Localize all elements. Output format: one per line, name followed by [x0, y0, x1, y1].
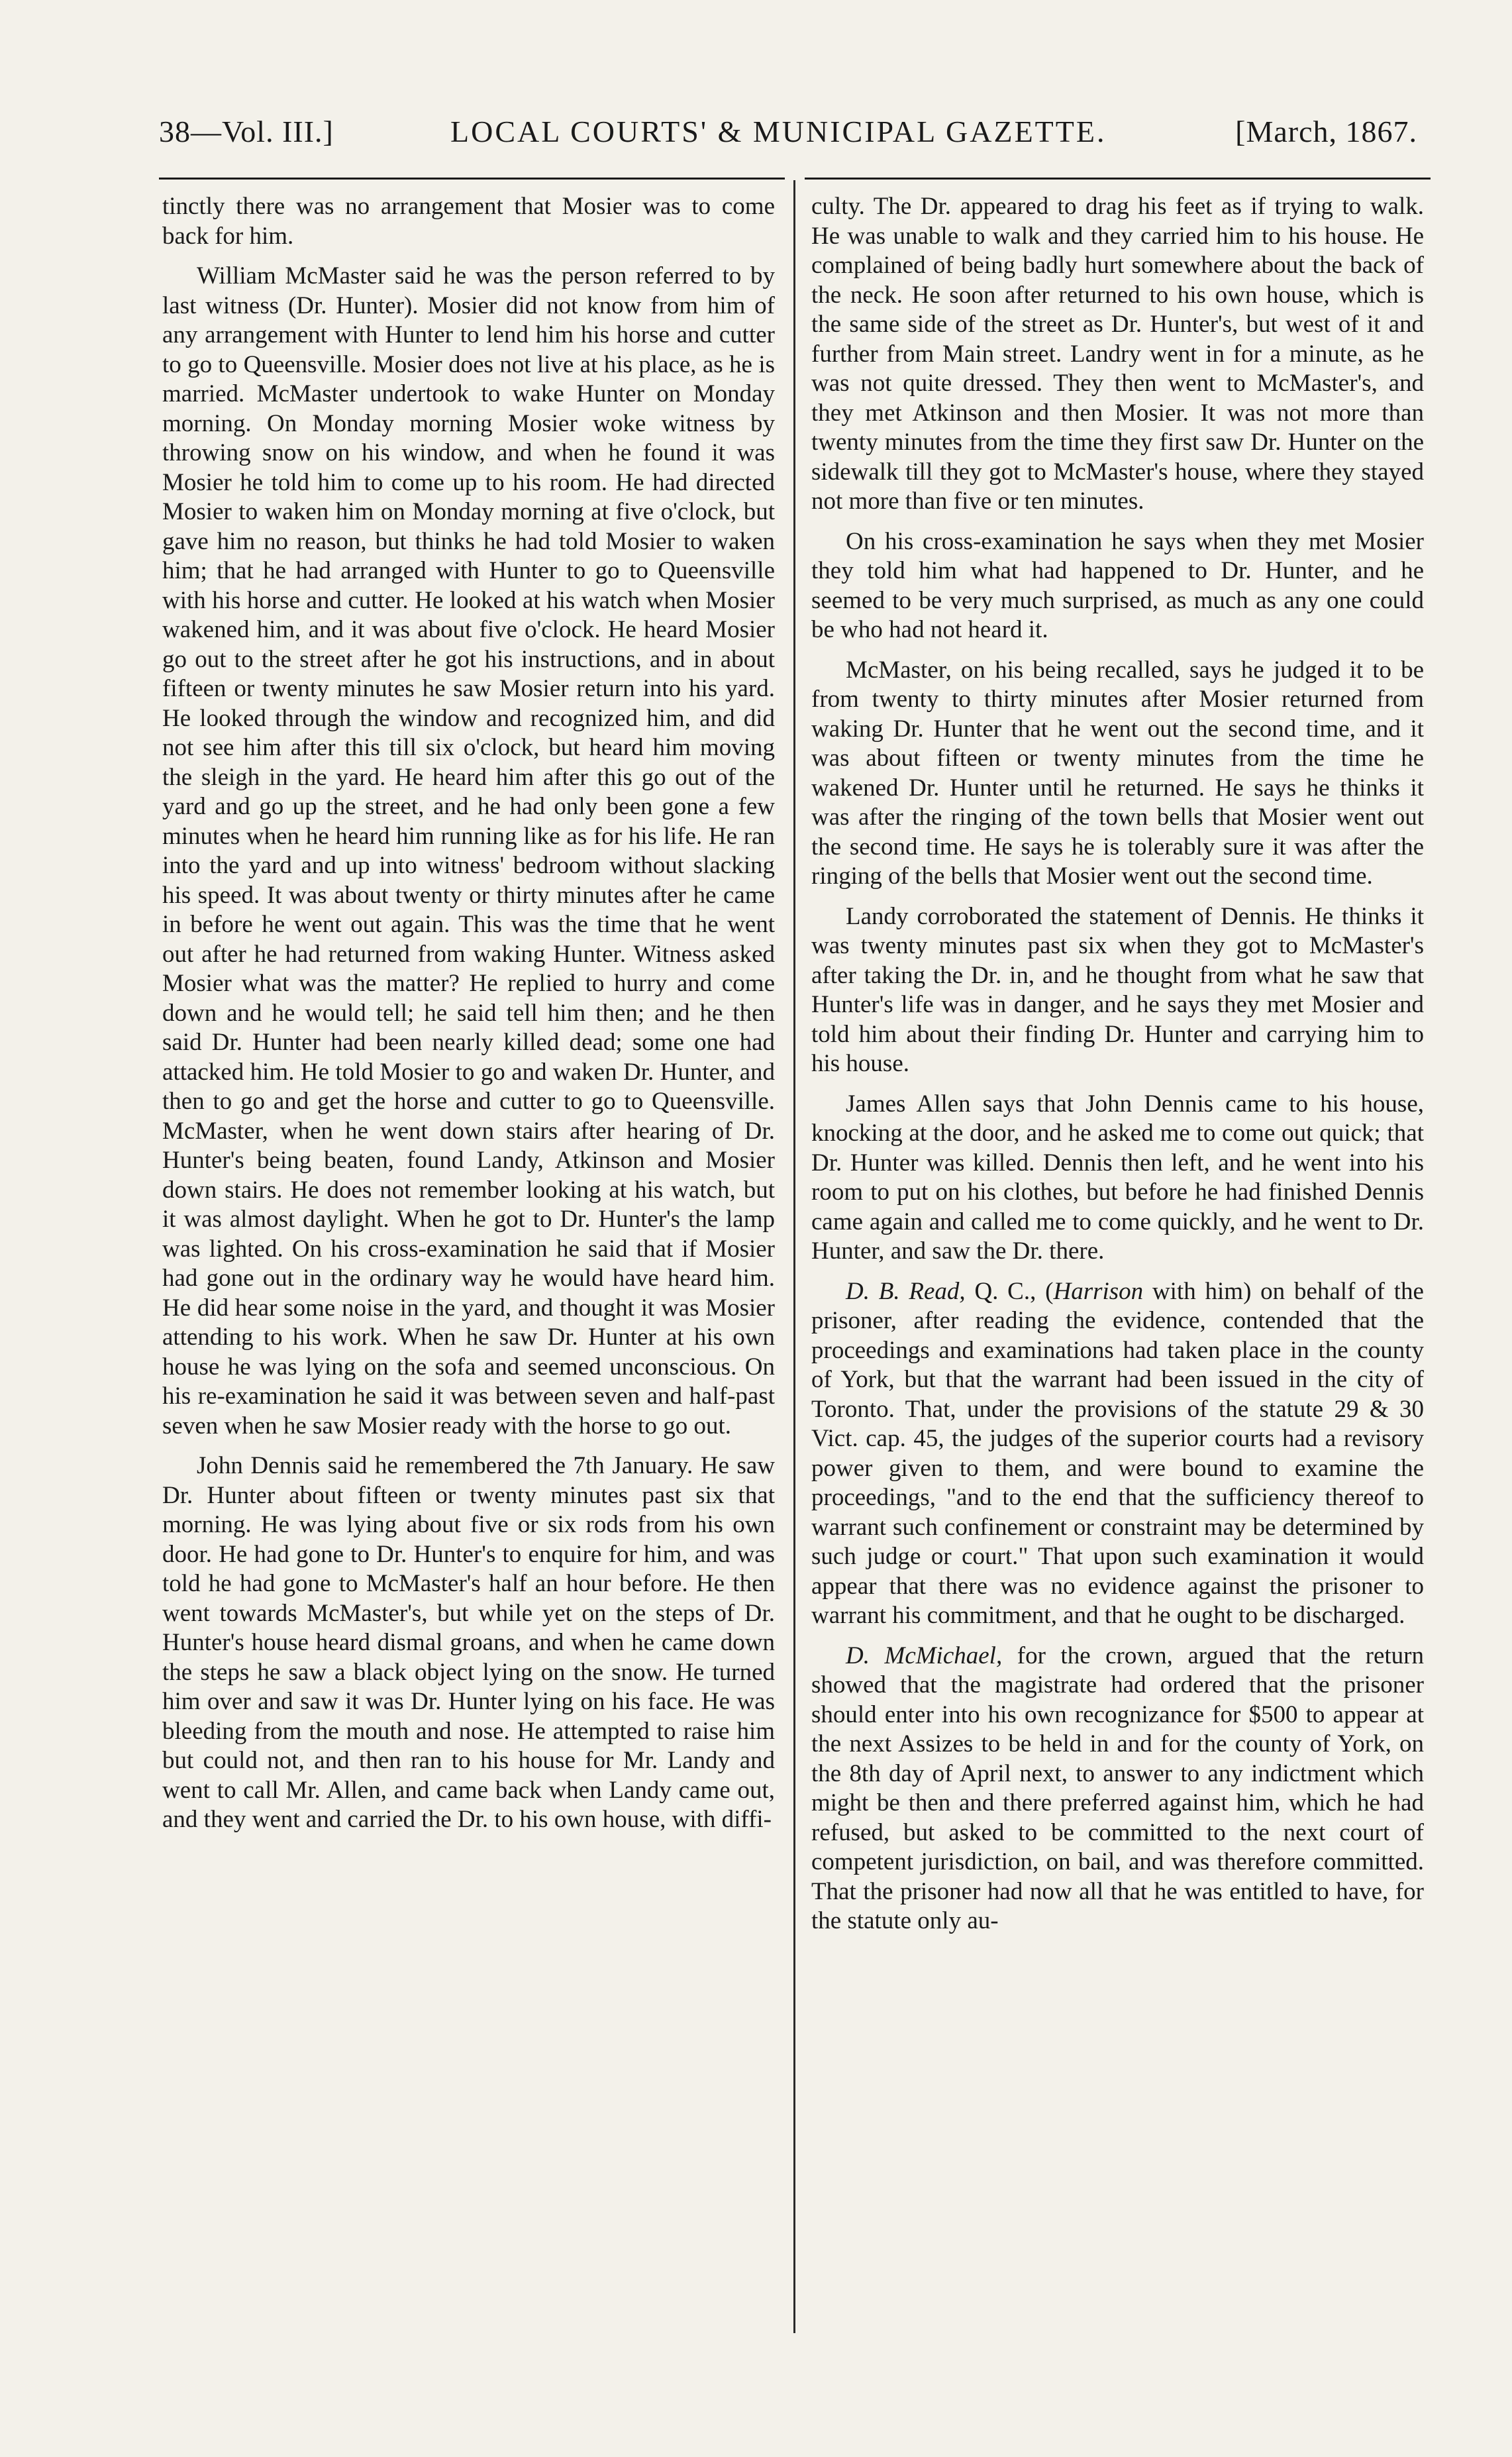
- paragraph: Landy corroborated the statement of Dennis. He thinks it was twenty minutes past six when they got to McMaster's after taking the Dr. in, and he thought from what he saw that Hunter's life was in danger, and he says they met Mosier and told him about their finding Dr. Hunter and carrying him to his house.: [811, 902, 1424, 1077]
- paragraph-text: Q. C., (: [974, 1277, 1054, 1305]
- page-volume: 38—Vol. III.]: [159, 115, 334, 148]
- paragraph: tinctly there was no arrangement that Mosier was to come back for him.: [162, 193, 775, 250]
- issue-date: [March, 1867.: [1235, 115, 1417, 148]
- header-rule-left: [159, 178, 785, 180]
- paragraph: James Allen says that John Dennis came to his house, knocking at the door, and he asked me to come out quick; that Dr. Hunter was killed. Dennis then left, and he went into his room to put on his clothes, but before he had finished Dennis came again and called me to come quickly, and he went to Dr. Hunter, and saw the Dr. there.: [811, 1090, 1424, 1265]
- paragraph: culty. The Dr. appeared to drag his feet as if trying to walk. He was unable to walk and they carried him to his house. He complained of being badly hurt somewhere about the back of the neck. He soon after returned to his own house, which is the same side of the street as Dr. Hunter's, but west of it and further from Main street. Landry went in for a minute, as he was not quite dressed. They then went to McMaster's, and they met Atkinson and then Mosier. It was not more than twenty minutes from the time they first saw Dr. Hunter on the sidewalk till they got to McMaster's house, where they stayed not more than five or ten minutes.: [811, 193, 1424, 515]
- paragraph: William McMaster said he was the person referred to by last witness (Dr. Hunter). Mosier did not know from him of any arrangement with Hunter to lend him his horse and cutter to go to Queensville. Mosier does not live at his place, as he is married. McMaster undertook to wake Hunter on Monday morning. On Monday morning Mosier woke witness by throwing snow on his window, and when he found it was Mosier he told him to come up to his room. He had directed Mosier to waken him on Monday morning at five o'clock, but gave him no reason, but thinks he had told Mosier to waken him; that he had arranged with Hunter to go to Queensville with his horse and cutter. He looked at his watch when Mosier wakened him, and it was about five o'clock. He heard Mosier go out to the street after he got his instructions, and in about fifteen or twenty minutes he saw Mosier return into his yard. He looked through the window and recognized him, and did not see him after this till six o'clock, but heard him moving the sleigh in the yard. He heard him after this go out of the yard and go up the street, and he had only been gone a few minutes when he heard him running like as for his life. He ran into the yard and up into witness' bedroom without slacking his speed. It was about twenty or thirty minutes after he came in before he went out again. This was the time that he went out after he had returned from waking Hunter. Witness asked Mosier what was the matter? He replied to hurry and come down and he would tell; he said tell him then; and he then said Dr. Hunter had been nearly killed dead; some one had attacked him. He told Mosier to go and waken Dr. Hunter, and then to go and get the horse and cutter to go to Queensville. McMaster, when he went down stairs after hearing of Dr. Hunter's being beaten, found Landy, Atkinson and Mosier down stairs. He does not remember looking at his watch, but it was almost daylight. When he got to Dr. Hunter's the lamp was lighted. On his cross-examination he said that if Mosier had gone out in the ordinary way he would have heard him. He did hear some noise in the yard, and thought it was Mosier attending to his work. When he saw Dr. Hunter at his own house he was lying on the sofa and seemed unconscious. On his re-examination he said it was between seven and half-past seven when he saw Mosier ready with the horse to go out.: [162, 262, 775, 1439]
- counsel-name: Harrison: [1053, 1277, 1144, 1305]
- header-rule-right: [805, 178, 1431, 180]
- paragraph-text: with him) on behalf of the prisoner, after reading the evidence, contended that the proceedings and examinations had taken place in the county of York, but that the warrant had been issued in the city of Toronto. That, under the provisions of the statute 29 & 30 Vict. cap. 45, the judges of the superior courts had a revisory power given to them, and were bound to examine the proceedings, "and to the end that the sufficiency thereof to warrant such confinement or constraint may be determined by such judge or court." That upon such examination it would appear that there was no evidence against the prisoner to warrant his commitment, and that he ought to be discharged.: [811, 1277, 1424, 1629]
- paragraph-text: for the crown, argued that the return showed that the magistrate had ordered that the prisoner should enter into his own recognizance for $500 to appear at the next Assizes to be held in and for the county of York, on the 8th day of April next, to answer to any indictment which might be then and there preferred against him, which he had refused, but asked to be committed to the next court of competent jurisdiction, on bail, and was therefore committed. That the prisoner had now all that he was entitled to have, for the statute only au-: [811, 1642, 1424, 1934]
- paragraph: [811, 1277, 1424, 1631]
- paragraph: John Dennis said he remembered the 7th January. He saw Dr. Hunter about fifteen or twenty minutes past six that morning. He was lying about five or six rods from his own door. He had gone to Dr. Hunter's to enquire for him, and was told he had gone to McMaster's half an hour before. He then went towards McMaster's, but while yet on the steps of Dr. Hunter's house heard dismal groans, and when he came down the steps he saw a black object lying on the snow. He turned him over and saw it was Dr. Hunter lying on his face. He was bleeding from the mouth and nose. He attempted to raise him but could not, and then ran to his house for Mr. Landy and went to call Mr. Allen, and came back when Landy came out, and they went and carried the Dr. to his own house, with diffi-: [162, 1452, 775, 1833]
- counsel-name: D. McMichael,: [846, 1642, 1003, 1669]
- counsel-name: D. B. Read,: [846, 1277, 966, 1305]
- column-divider: [793, 180, 795, 2333]
- right-column: [811, 192, 1424, 1947]
- paragraph: On his cross-examination he says when they met Mosier they told him what had happened to Dr. Hunter, and he seemed to be very much surprised, as much as any one could be who had not heard it.: [811, 527, 1424, 643]
- page-header: [159, 114, 1417, 160]
- left-column: [162, 192, 775, 1846]
- paragraph: McMaster, on his being recalled, says he judged it to be from twenty to thirty minutes after Mosier returned from waking Dr. Hunter that he went out the second time, and it was about fifteen or twenty minutes from the time he wakened Dr. Hunter until he returned. He says he thinks it was after the ringing of the town bells that Mosier went out the second time. He says he is tolerably sure it was after the ringing of the bells that Mosier went out the second time.: [811, 656, 1424, 890]
- publication-title: LOCAL COURTS' & MUNICIPAL GAZETTE.: [450, 115, 1107, 148]
- paragraph: [811, 1642, 1424, 1936]
